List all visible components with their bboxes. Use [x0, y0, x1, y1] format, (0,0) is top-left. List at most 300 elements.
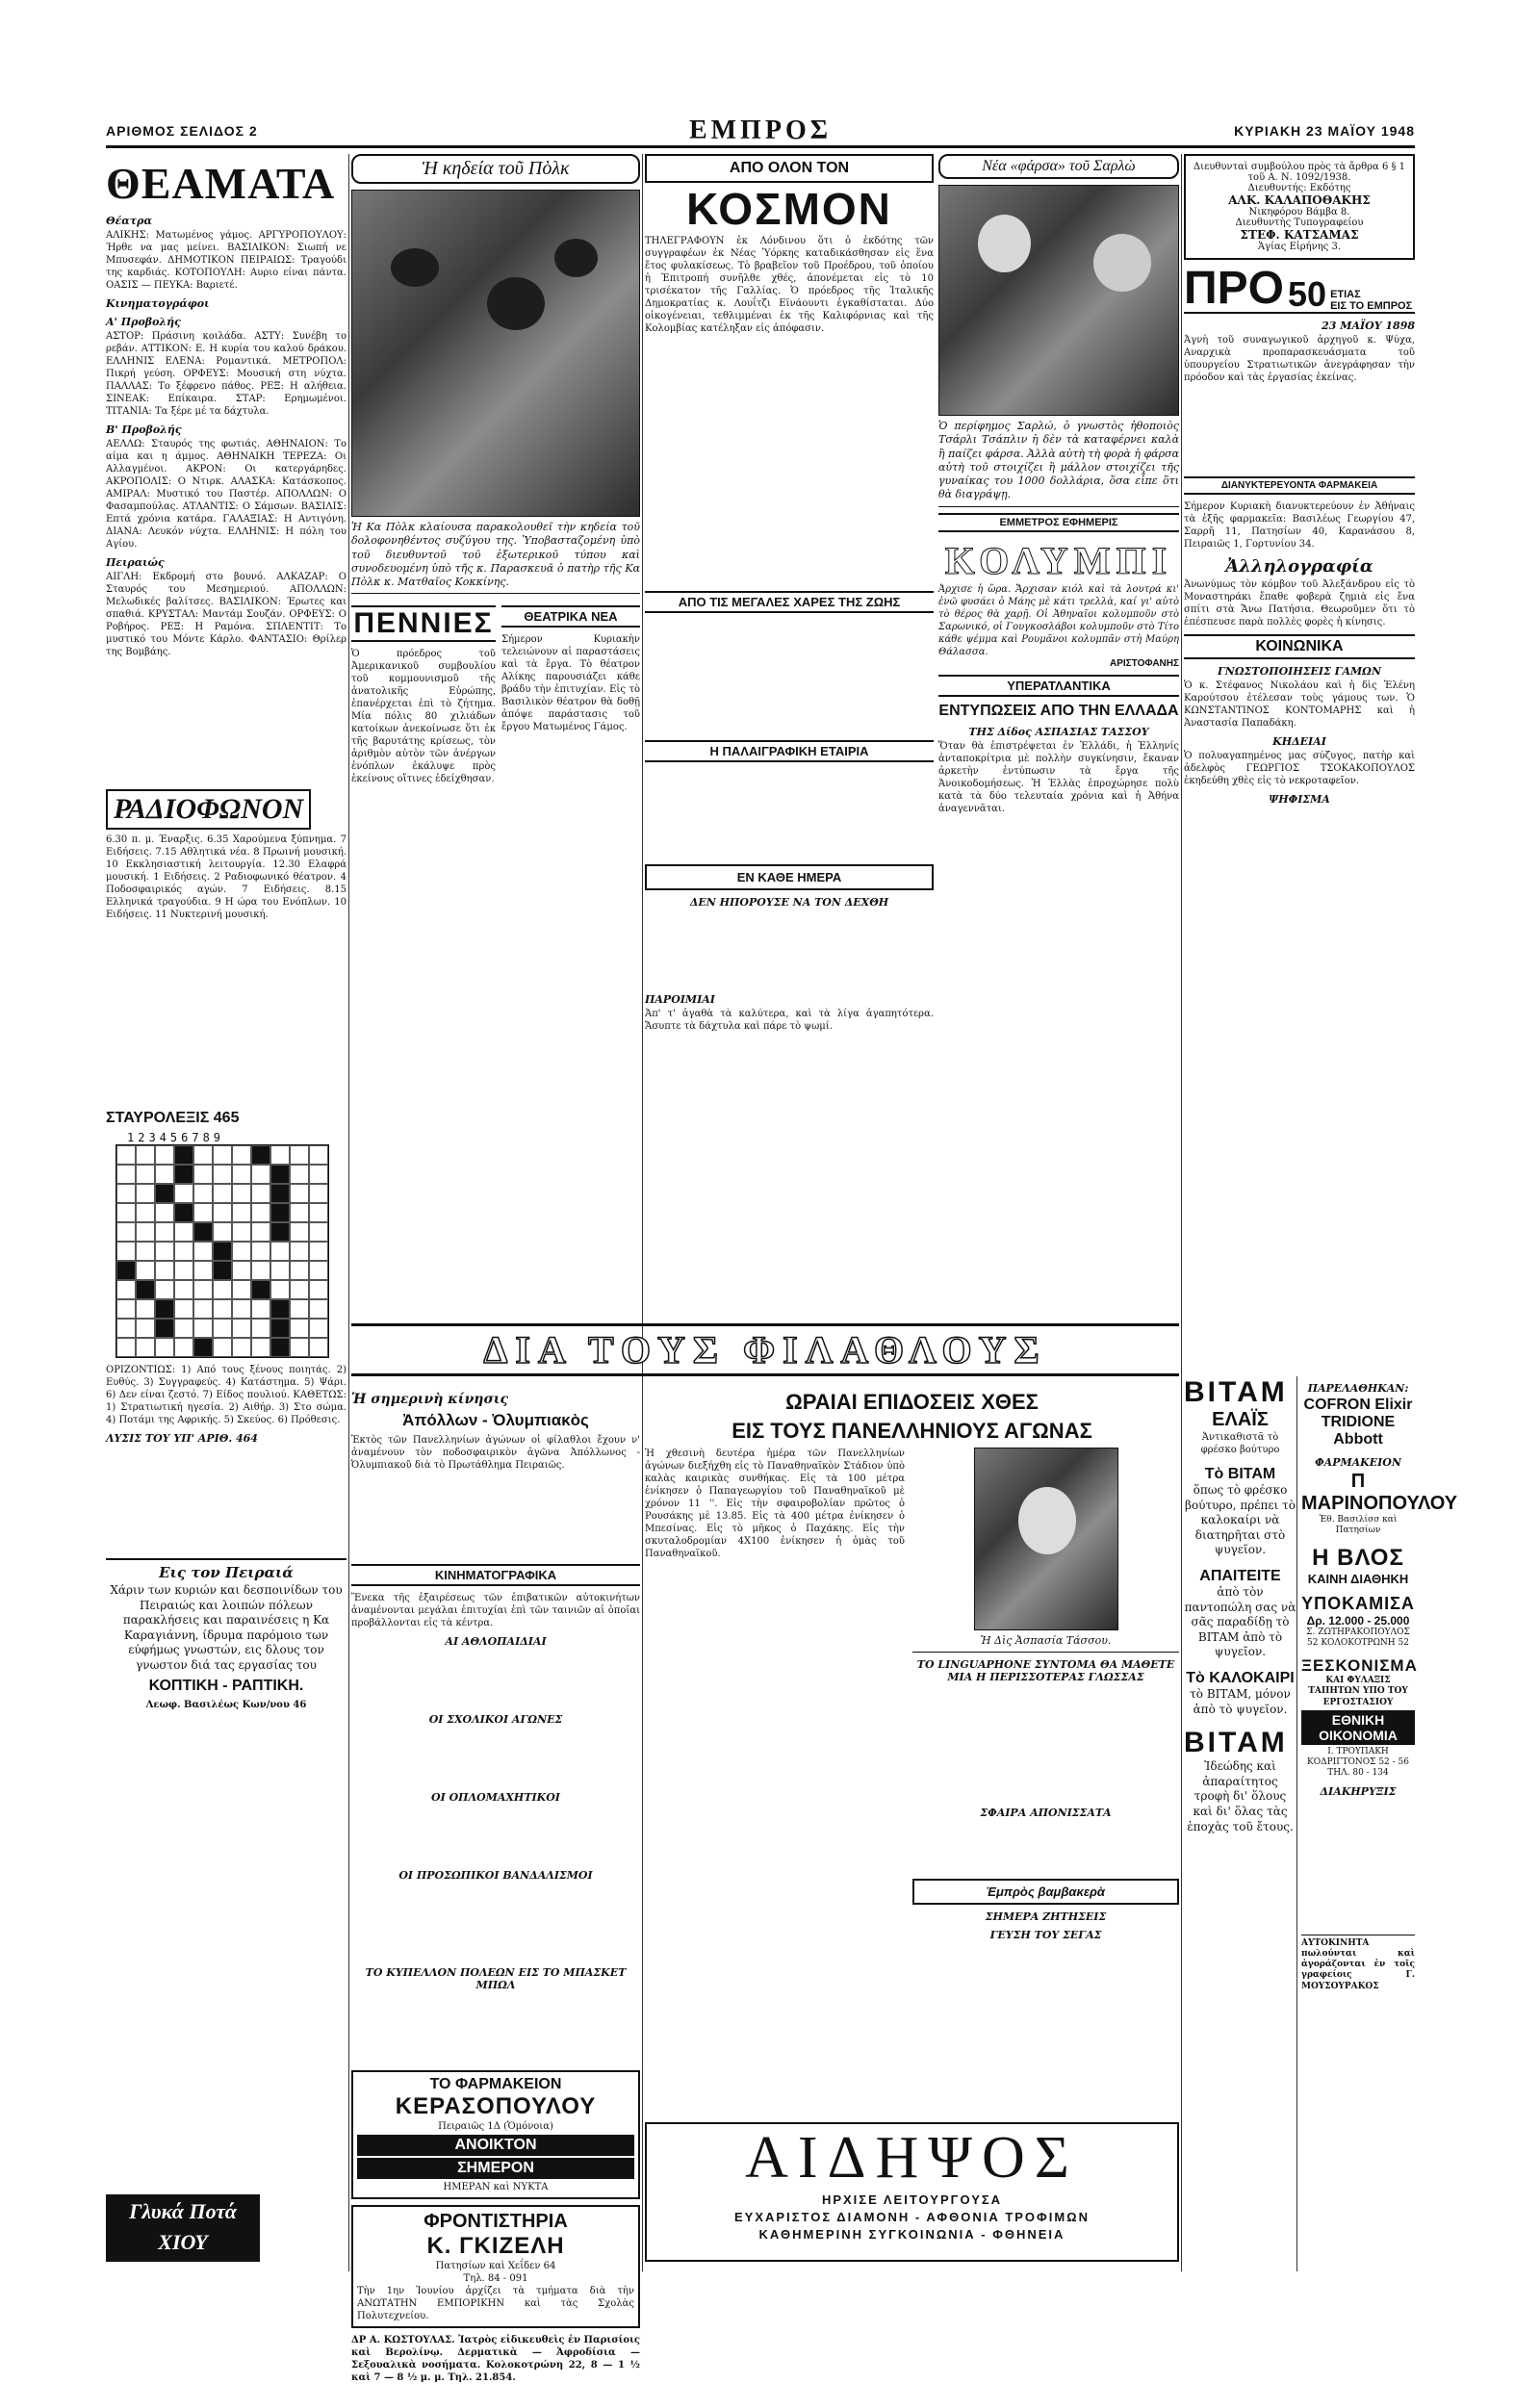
xioi-ad: Γλυκά Ποτά ΧΙΟΥ — [106, 2194, 260, 2262]
ethniki-address: Ι. ΤΡΟΥΠΑΚΗ ΚΟΔΡΙΓΤΟΝΟΣ 52 - 56 — [1307, 1746, 1409, 1767]
ypokamisa-address: 52 ΚΟΛΟΚΟΤΡΩΝΗ 52 — [1307, 1637, 1409, 1648]
cofron-label: ΠΑΡΕΛΑΘΗΚΑΝ: — [1307, 1382, 1409, 1395]
piraeus-text: ΑΙΓΛΗ: Εκδρομή στο βουνό. ΑΛΚΑΖΑΡ: Ο Σταυρός του Μεσημεριού. ΑΠΟΛΛΩΝ: Μελωδικές βαλίτσες. ΒΑΣΙΛΙΚΟΝ: Έρωτες και σπαθιά. ΚΡΥΣΤΑΛ: Μαντάμ Σουζάν. ΟΡΦΕΥΣ: Ο Ροβήρος. ΡΕΞ: Η Ραμόνα. ΣΠΛΕΝΤΙΤ: Το μυστικό του Μόντε Κάρλο. ΦΑΝΤΑΣΙΟ: Θρίλερ της Βομβάης. — [106, 572, 346, 657]
geysi-title: ΓΕΥΣΗ ΤΟΥ ΣΕΓΑΣ — [989, 1929, 1102, 1942]
piraeus-ad-address: Λεωφ. Βασιλέως Κων/νου 46 — [145, 1699, 307, 1710]
crossword-cell[interactable] — [213, 1319, 232, 1338]
crossword-cell[interactable] — [251, 1299, 270, 1319]
filler-text — [351, 1728, 640, 1785]
crossword-cell[interactable] — [193, 1261, 213, 1280]
koinonika-title: ΚΟΙΝΩΝΙΚΑ — [1184, 634, 1415, 659]
crossword-cell[interactable] — [309, 1165, 328, 1184]
entyposeis-text: Ὅταν θὰ ἐπιστρέψεται ἐν Ἑλλάδι, ἡ Ἑλληνίς ἀνταποκρίτρια μὲ πολλὴν συγκίνησιν, ἔκαναν ἀρκετὴν ἐντύπωσιν τὰ ἔργα τῆς Ἀνοικοδομήσεως. Ἡ Ἑλλὰς ἐπροχώρησε πολὺ κατὰ τὰ δύο τελευταία χρόνια καὶ ἡ Ἀθήνα ἀναγεννᾶται. — [938, 740, 1179, 814]
column-rule — [1181, 154, 1182, 2271]
filler-text — [645, 619, 934, 734]
crossword-cell[interactable] — [213, 1338, 232, 1357]
kolymbi-title: ΚΟΛΥΜΠΙ — [944, 538, 1173, 582]
filler-text — [351, 1650, 640, 1707]
crossword-cell[interactable] — [116, 1261, 136, 1280]
crossword-cell[interactable] — [116, 1203, 136, 1222]
crossword-cell[interactable] — [251, 1184, 270, 1203]
crossword-cell[interactable] — [213, 1145, 232, 1165]
tutor-address: Πατησίων καὶ Χεΐδεν 64 — [435, 2261, 556, 2271]
allilografia-text: Ἀνωνύμως τὸν κόμβον τοῦ Ἀλεξάνδρου εἰς τὸ Μοναστηράκι ἔπαθε φοβερὰ ζημιὰ εἰς ἔνα σπίτι στὰ Ἄνω Πατήσια. Θεωροῦμεν ὅτι τὸ ἐπέσπευσε παρὰ πολλὲς φορὲς ἡ κίνησις. — [1184, 579, 1415, 628]
filler-text — [912, 1821, 1179, 1879]
crossword-cell[interactable] — [290, 1165, 309, 1184]
newspaper-name: ΕΜΠΡΟΣ — [688, 115, 833, 145]
chaplin-title: Νέα «φάρσα» τοῦ Σαρλὼ — [938, 154, 1179, 179]
athlopaidia-title: ΑΙ ΑΘΛΟΠΑΙΔΙΑΙ — [445, 1635, 547, 1648]
crossword-cell[interactable] — [251, 1165, 270, 1184]
pennies-text: Ὁ πρόεδρος τοῦ Ἀμερικανικοῦ συμβουλίου τοῦ κομμουνισμοῦ τῆς ἀνατολικῆς Εὐρώπης, ἐπανέρχεται ἐπὶ τὸ ζήτημα. Μία πόλις 80 χιλιάδων κατοίκων ἀνεκοίνωσε ὅτι ἐκ τῆς βαρυτάτης κρίσεως, τὸν ἀριθμὸν αὐτὸν τῶν ἀνέργων ἐνόπλων ἐκάλυψε πρὸς ἐκείνους οἵτινες ἐδείχθησαν. — [351, 649, 496, 785]
crossword-cell[interactable] — [290, 1299, 309, 1319]
crossword-cell[interactable] — [309, 1280, 328, 1299]
editor-line: Διευθυνταὶ συμβούλου πρὸς τὰ ἄρθρα 6 § 1 τοῦ Α. Ν. 1092/1938. — [1193, 162, 1406, 183]
filler-text — [912, 1943, 1179, 2001]
crossword-cell[interactable] — [309, 1222, 328, 1242]
polk-funeral-photo — [351, 190, 640, 517]
pro-subtitle2: ΕΙΣ ΤΟ ΕΜΠΡΟΣ — [1330, 300, 1413, 312]
crossword-cell[interactable] — [290, 1261, 309, 1280]
issue-date: ΚΥΡΙΑΚΗ 23 ΜΑΪΟΥ 1948 — [1234, 123, 1415, 139]
filler-text — [1184, 384, 1415, 471]
crossword-cell[interactable] — [251, 1242, 270, 1261]
filler-text — [645, 335, 934, 585]
sports-banner — [351, 1323, 1179, 1376]
editor-line: Διευθυντὴς Τυπογραφείου — [1235, 218, 1364, 228]
crossword-cell[interactable] — [270, 1338, 290, 1357]
crossword-cell[interactable] — [309, 1184, 328, 1203]
pro-text: Ἀγνὴ τοῦ συναγωγικοῦ ἀρχηγοῦ κ. Ψύχα, Αναρχικὰ προπαρασκευάσματα τοῦ ὑπουργείου Στρατιωτικῶν ἀνεγράφησαν τὴν πρόοδον καὶ τὰς ἐργασίας ἐκείνας. — [1184, 335, 1415, 383]
pharmacy-open: ΑΝΟΙΚΤΟΝ — [357, 2135, 634, 2156]
crossword-cell[interactable] — [270, 1319, 290, 1338]
crossword-answer-label: ΛΥΣΙΣ ΤΟΥ ΥΠ' ΑΡΙΘ. 464 — [106, 1432, 258, 1445]
gamoi-text: Ὁ κ. Στέφανος Νικολάου καὶ ἡ δὶς Ἑλένη Καρούτσου ἐτέλεσαν τοὺς γάμους των. Ὁ ΚΩΝΣΤΑΝΤΙΝΟΣ ΚΟΝΤΟΜΑΡΗΣ καὶ ἡ Ἀναστασία Παπαδάκη. — [1184, 680, 1415, 729]
crossword-cell[interactable] — [116, 1242, 136, 1261]
results-head-2: ΕΙΣ ΤΟΥΣ ΠΑΝΕΛΛΗΝΙΟΥΣ ΑΓΩΝΑΣ — [732, 1419, 1092, 1443]
chaplin-photo — [938, 185, 1179, 416]
filler-text — [106, 921, 346, 1104]
vitam-line: ὅπως τὸ φρέσκο βούτυρο, πρέπει τὸ καλοκαίρι νὰ διατηρῆται στὸ ψυγεῖον. — [1185, 1483, 1296, 1557]
tutor-phone: Τηλ. 84 - 091 — [463, 2273, 528, 2284]
radio-text: 6.30 π. μ. Έναρξις. 6.35 Χαρούμενα ξύπνημα. 7 Ειδήσεις. 7.15 Αθλητικά νέα. 8 Πρωινή μουσική. 10 Εκκλησιαστική λειτουργία. 12.30 Ελαφρά μουσική. 1 Ειδήσεις. 2 Ραδιοφωνικό θέατρον. 4 Ποδοσφαιρικός αγών. 7 Ειδήσεις. 8.15 Ελληνικά τραγούδια. 9 Η ώρα του Ενόπλων. 10 Ειδήσεις. 11 Νυκτερινή μουσική. — [106, 834, 346, 920]
crossword-cell[interactable] — [136, 1319, 155, 1338]
vitam-line: τὸ ΒΙΤΑΜ, μόνον ἀπὸ τὸ ψυγεῖον. — [1190, 1686, 1291, 1716]
filler-text — [351, 1884, 640, 1961]
palaeography-title: Η ΠΑΛΑΙΓΡΑΦΙΚΗ ΕΤΑΙΡΙΑ — [645, 740, 934, 762]
crossword-numbers: 123456789 — [127, 1131, 225, 1144]
vitam-title: ΒΙΤΑΜ — [1184, 1727, 1288, 1759]
filler-text — [501, 733, 640, 1147]
filler-text — [351, 1806, 640, 1863]
aidipsos-line: ΚΑΘΗΜΕΡΙΝΗ ΣΥΓΚΟΙΝΩΝΙΑ - ΦΘΗΝΕΙΑ — [758, 2227, 1065, 2242]
aidipsos-ad — [645, 2122, 1179, 2262]
crossword-cell[interactable] — [270, 1280, 290, 1299]
pharmacies-title: ΔΙΑΝΥΚΤΕΡΕΥΟΝΤΑ ΦΑΡΜΑΚΕΙΑ — [1184, 476, 1415, 495]
basket-title: ΤΟ ΚΥΠΕΛΛΟΝ ΠΟΛΕΩΝ ΕΙΣ ΤΟ ΜΠΑΣΚΕΤ ΜΠΩΛ — [365, 1966, 627, 1991]
crossword-cell[interactable] — [270, 1242, 290, 1261]
crossword-cell[interactable] — [116, 1184, 136, 1203]
editor-line: Νικηφόρου Βάμβα 8. — [1248, 207, 1350, 218]
crossword-cell[interactable] — [116, 1145, 136, 1165]
xesk-subtitle: ΚΑΙ ΦΥΛΑΞΙΣ ΤΑΠΗΤΩΝ ΥΠΟ ΤΟΥ ΕΡΓΟΣΤΑΣΙΟΥ — [1308, 1676, 1408, 1707]
diakirixis-title: ΔΙΑΚΗΡΥΞΙΣ — [1320, 1784, 1397, 1798]
crossword-cell[interactable] — [290, 1242, 309, 1261]
crossword-cell[interactable] — [270, 1261, 290, 1280]
pro-title: ΠΡΟ — [1184, 263, 1285, 314]
crossword-cell[interactable] — [155, 1261, 174, 1280]
radio-title: ΡΑΔΙΟΦΩΝΟΝ — [106, 789, 311, 830]
filler-text — [106, 1447, 346, 1552]
apo-olon-title: ΑΠΟ ΟΛΟΝ ΤΟΝ — [645, 154, 934, 183]
crossword-cell[interactable] — [193, 1242, 213, 1261]
xesk-title: ΞΕΣΚΟΝΙΣΜΑ — [1301, 1656, 1418, 1675]
right-ads — [1301, 1376, 1458, 2271]
crossword-cell[interactable] — [155, 1145, 174, 1165]
crossword-cell[interactable] — [193, 1299, 213, 1319]
pennies-title: ΠΕΝΝΙΕΣ — [351, 605, 496, 642]
zitisis-title: ΣΗΜΕΡΑ ΖΗΤΗΣΕΙΣ — [985, 1910, 1107, 1924]
crossword-cell[interactable] — [232, 1222, 251, 1242]
crossword-cell[interactable] — [174, 1242, 193, 1261]
filler-text — [351, 1472, 640, 1558]
cinemas-text: ΑΣΤΟΡ: Πράσινη κοιλάδα. ΑΣΤΥ: Συνέβη το ρεβάν. ΑΤΤΙΚΟΝ: Ε. Η κυρία του καλού δράκου. ΕΛΛΗΝΙΣ ΕΛΕΝΑ: Ρομαντικά. ΜΕΤΡΟΠΟΛ: Πικρή γεύση. ΟΡΦΕΥΣ: Μουσική στη νύχτα. ΠΑΛΛΑΣ: Το ξέφρενο πάθος. ΡΕΞ: Η αλήθεια. ΣΙΝΕΑΚ: Επίκαιρα. ΣΤΑΡ: Ερημωμένοι. ΤΙΤΑΝΙΑ: Τα ξέρε μέ τα δάχτυλα. — [106, 331, 346, 417]
crossword-cell[interactable] — [116, 1319, 136, 1338]
entyposeis-byline: ΤΗΣ Δίδος ΑΣΠΑΣΙΑΣ ΤΑΣΣΟΥ — [968, 725, 1149, 738]
crossword-cell[interactable] — [155, 1338, 174, 1357]
filler-text — [1301, 1800, 1415, 1935]
kinisi-title: Ἡ σημερινὴ κίνησις — [351, 1392, 509, 1407]
crossword-cell[interactable] — [251, 1203, 270, 1222]
crossword-cell[interactable] — [270, 1145, 290, 1165]
column-theatres — [106, 154, 346, 2271]
crossword-cell[interactable] — [136, 1299, 155, 1319]
crossword-cell[interactable] — [232, 1145, 251, 1165]
cofron-ad: COFRON Elixir TRIDIONE Abbott — [1303, 1397, 1413, 1448]
world-news-text: ΤΗΛΕΓΡΑΦΟΥΝ ἐκ Λόνδινου ὅτι ὁ ἐκδότης τῶν συγγραφέων ἐκ Νέας Ὑόρκης καταδικάσθησαν εἰς ἕνα ἔτος φυλακίσεως. Τὸ βραβεῖον τοῦ Προέδρου, τοῦ ὁποίου ἡ Ἐπιτροπή συνῆλθε χθές, ἀπονέμεται εἰς τὸ 10 τρισέκατον τῆς Γαλλίας. Ὁ πρόεδρος τῆς Ἰταλικῆς Δημοκρατίας κ. Λουΐτζι Εϊνάουντι ἐγκαθίσταται. Δύο οἰκογένειαι, τεθλιμμέναι ἐκ τῆς Καλιφόρνιας καὶ τῆς Κολομβίας κατέληξαν εἰς ἀπόφασιν. — [645, 236, 934, 334]
aidipsos-title: ΑΙΔΗΨΟΣ — [745, 2125, 1079, 2191]
column-rule — [348, 154, 349, 2271]
crossword-cell[interactable] — [174, 1222, 193, 1242]
tutor-name: Κ. ΓΚΙΖΕΛΗ — [426, 2233, 565, 2259]
crossword-cell[interactable] — [155, 1319, 174, 1338]
piraeus-ad-text: Χάριν των κυριών και δεσποινίδων του Πειραιώς και λοιπών πόλεων παρακλήσεις και παραινέσεις η Κα Καραγιάννη, ίδρυμα παρόμοιο των εύφήμως γνωστών, εις δλους τον γνωστον διά τας εργασίας του — [110, 1583, 343, 1672]
crossword-cell[interactable] — [290, 1319, 309, 1338]
crossword-cell[interactable] — [213, 1261, 232, 1280]
pro-subtitle: ΕΤΙΑΣ — [1330, 289, 1361, 300]
crossword-cell[interactable] — [193, 1165, 213, 1184]
daily-title: ΕΝ ΚΑΘΕ ΗΜΕΡΑ — [645, 864, 934, 890]
entyposeis-title: ΕΝΤΥΠΩΣΕΙΣ ΑΠΟ ΤΗΝ ΕΛΛΑΔΑ — [938, 702, 1179, 719]
pharmacy-address: Πειραιῶς 1Δ (Ὁμόνοια) — [438, 2121, 553, 2132]
crossword-cell[interactable] — [116, 1299, 136, 1319]
sports-left — [351, 1386, 640, 2383]
kolymbi-signature: ΑΡΙΣΤΟΦΑΝΗΣ — [1110, 657, 1179, 669]
crossword-cell[interactable] — [213, 1299, 232, 1319]
vitam-title: ΒΙΤΑΜ — [1184, 1376, 1288, 1408]
crossword-cell[interactable] — [116, 1280, 136, 1299]
pharmacy-hours: ΗΜΕΡΑΝ καὶ ΝΥΚΤΑ — [443, 2182, 549, 2192]
crossword-cell[interactable] — [193, 1280, 213, 1299]
kinim-title: ΚΙΝΗΜΑΤΟΓΡΑΦΙΚΑ — [351, 1564, 640, 1586]
crossword-cell[interactable] — [155, 1203, 174, 1222]
oplom-title: ΟΙ ΟΠΛΟΜΑΧΗΤΙΚΟΙ — [431, 1791, 560, 1804]
crossword-cell[interactable] — [270, 1184, 290, 1203]
piraeus-ad-title: Εις τον Πειραιά — [106, 1558, 346, 1581]
crossword-cell[interactable] — [290, 1222, 309, 1242]
crossword-cell[interactable] — [136, 1280, 155, 1299]
crossword-cell[interactable] — [193, 1319, 213, 1338]
proverbs-text: Ἀπ' τ' ἀγαθὰ τὰ καλύτερα, καὶ τὰ λίγα ἀγαπητότερα. Ἄσυπτε τὰ δάχτυλα καὶ πάρε τὸ ψωμί. — [645, 1009, 934, 1032]
tutor-text: Τὴν 1ην Ἰουνίου ἀρχίζει τὰ τμήματα διὰ τὴν ΑΝΩΤΑΤΗΝ ΕΜΠΟΡΙΚΗΝ καὶ τὰς Σχολὰς Πολυτεχνείου. — [357, 2286, 634, 2321]
results-head-1: ΩΡΑΙΑΙ ΕΠΙΔΟΣΕΙΣ ΧΘΕΣ — [785, 1390, 1039, 1414]
ypokamisa-title: ΥΠΟΚΑΜΙΣΑ — [1301, 1593, 1415, 1613]
aspasia-photo — [974, 1448, 1118, 1630]
cinema-first-run: Α' Προβολής — [106, 316, 181, 328]
pharmacy-today: ΣΗΜΕΡΟΝ — [357, 2158, 634, 2179]
crossword-cell[interactable] — [174, 1338, 193, 1357]
crossword-cell[interactable] — [136, 1261, 155, 1280]
page-number: ΑΡΙΘΜΟΣ ΣΕΛΙΔΟΣ 2 — [106, 123, 258, 139]
crossword-cell[interactable] — [270, 1299, 290, 1319]
crossword-cell[interactable] — [155, 1299, 174, 1319]
marinopoulou: Π ΜΑΡΙΝΟΠΟΥΛΟΥ — [1301, 1471, 1458, 1514]
crossword-cell[interactable] — [174, 1299, 193, 1319]
crossword-cell[interactable] — [213, 1222, 232, 1242]
ethniki-title: ΕΘΝΙΚΗ ΟΙΚΟΝΟΜΙΑ — [1301, 1710, 1415, 1745]
crossword-cell[interactable] — [193, 1184, 213, 1203]
marino-address: Ἐθ. Βασιλίσσ καὶ Πατησίων — [1319, 1515, 1398, 1536]
crossword-cell[interactable] — [174, 1280, 193, 1299]
gafe-ad: Ἐμπρὸς βαμβακερὰ — [912, 1879, 1179, 1905]
crossword-cell[interactable] — [270, 1222, 290, 1242]
crossword-cell[interactable] — [270, 1165, 290, 1184]
vlos-subtitle: ΚΑΙΝΗ ΔΙΑΘΗΚΗ — [1307, 1571, 1409, 1586]
theatres-label: Θέατρα — [106, 215, 152, 227]
crossword-cell[interactable] — [251, 1222, 270, 1242]
crossword-cell[interactable] — [251, 1145, 270, 1165]
cinemas-label: Κινηματογράφοι — [106, 297, 210, 310]
vlos-title: Η ΒΛΟΣ — [1312, 1544, 1404, 1571]
doctor-ad: ΔΡ Α. ΚΩΣΤΟΥΛΑΣ. Ἰατρὸς εἰδικευθεὶς ἐν Παρισίοις καὶ Βερολίνῳ. Δερματικὰ — Ἀφροδίσια — Σεξουαλικὰ νοσήματα. Κολοκοτρώνη 22, 8 — 1 ½ καὶ 7 — 8 ½ μ. μ. Τηλ. 21.854. — [351, 2335, 640, 2383]
footer-note: ΑΥΤΟΚΙΝΗΤΑ πωλούνται καὶ ἀγοράζονται ἐν τοῖς γραφείοις Γ. ΜΟΥΣΟΥΡΑΚΟΣ — [1301, 1935, 1415, 1992]
crossword-cell[interactable] — [174, 1203, 193, 1222]
crossword-cell[interactable] — [116, 1338, 136, 1357]
cinemas-b-text: ΑΕΛΛΩ: Σταυρός της φωτιάς. ΑΘΗΝΑΙΟΝ: Το αίμα και η άμμος. ΑΘΗΝΑΙΚΗ ΤΕΡΕΖΑ: Οι Αλλαγμένοι. ΑΚΡΟΝ: Οι κατεργάρηδες. ΑΚΡΟΠΟΛΙΣ: Ο Ντιρκ. ΑΛΑΣΚΑ: Κατάσκοπος. ΑΜΙΡΑΛ: Μυστικό του Παστέρ. ΑΠΟΛΛΩΝ: Ο Φασαμπούλας. ΑΤΛΑΝΤΙΣ: Ο Σάμσων. ΒΑΣΙΛΙΣ: Επτά χρόνια κατάρα. ΓΑΛΑΞΙΑΣ: Η Αντιγόνη. ΔΙΑΝΑ: Λευκόν νύχτα. ΕΛΛΗΝΙΣ: Η πόλη του Αγίου. — [106, 439, 346, 550]
crossword-cell[interactable] — [174, 1319, 193, 1338]
crossword-cell[interactable] — [174, 1165, 193, 1184]
crossword-cell[interactable] — [116, 1222, 136, 1242]
filler-text — [645, 768, 934, 864]
crossword-title: ΣΤΑΥΡΟΛΕΞΙΣ 465 — [106, 1110, 240, 1126]
kolymbi-poem: Ἀρχισε ἡ ὥρα. Ἄρχισαν κιόλ καὶ τὰ λουτρά κι' ἐνῶ φυσάει ὁ Μάης μὲ κάτι τρελλὰ, καί γι' αὐτὸ τὸ θέρος θὰ χαρῇ. Οἱ Ἀθηναῖοι κολυμποῦν στὸ Σαρωνικό, οἱ Γουγκοσλάβοι κολυμποῦν στὸ Τίτο κάθε ψέμμα καὶ Ρουμᾶνοι κολυμπᾶν στὴ Μαύρη Θάλασσα. — [938, 583, 1179, 657]
column-rule — [642, 154, 643, 2271]
crossword-cell[interactable] — [309, 1299, 328, 1319]
filler-text — [938, 815, 1179, 892]
marino-label: ΦΑΡΜΑΚΕΙΟΝ — [1315, 1456, 1401, 1469]
theatrika-text: Σήμερον Κυριακὴν τελειώνουν αἱ παραστάσεις καὶ τὰ ἔργα. Τὸ θέατρον Αλίκης παρουσιάζει κάθε βράδυ τὴν ἐπιτυχίαν. Εἰς τὸ Βασιλικὸν θέατρον θὰ δοθῇ ἀπόψε παράστασις τοῦ ἔργου Ματωμένος Γάμος. — [501, 634, 640, 733]
kedeiai-text: Ὁ πολυαγαπημένος μας σύζυγος, πατὴρ καὶ ἀδελφὸς ΓΕΩΡΓΙΟΣ ΤΣΟΚΑΚΟΠΟΥΛΟΣ ἐκηδεύθη χθὲς εἰς τὸ νεκροταφεῖον. — [1184, 751, 1415, 786]
crossword-cell[interactable] — [136, 1222, 155, 1242]
crossword-cell[interactable] — [155, 1242, 174, 1261]
crossword-cell[interactable] — [290, 1280, 309, 1299]
pharmacy-title: ΤΟ ΦΑΡΜΑΚΕΙΟΝ — [429, 2076, 562, 2092]
crossword-cell[interactable] — [136, 1203, 155, 1222]
tutor-ad — [351, 2205, 640, 2328]
crossword-cell[interactable] — [290, 1145, 309, 1165]
pharmacy-ad — [351, 2070, 640, 2199]
chaplin-caption: Ὁ περίφημος Σαρλώ, ὁ γνωστὸς ἠθοποιὸς Τσάρλι Τσάπλιν ἡ δὲν τὰ καταφέρνει καλὰ ἢ παίζει φάρσα. Ἀλλὰ αὐτὴ τὴ φορὰ ἡ φάρσα αὐτὴ τοῦ στοιχίζει ἢ μάλλον στοιχίζει τῆς γυναίκας του 1000 δολλάρια, ὅσα εἶπε ὅτι θὰ διαγράψῃ. — [938, 416, 1179, 507]
editor-box — [1184, 154, 1415, 260]
crossword-cell[interactable] — [174, 1261, 193, 1280]
gamoi-title: ΓΝΩΣΤΟΠΟΙΗΣΕΙΣ ΓΑΜΩΝ — [1218, 665, 1381, 678]
kinim-text: Ἕνεκα τῆς ἐξαιρέσεως τῶν ἐπιβατικῶν αὐτοκινήτων ἀναμένονται μεγάλαι ἐπιτυχίαι ἐπὶ τῶν ταινιῶν αἱ ὁποῖαι προβάλλονται εἰς τὰ κέντρα. — [351, 1593, 640, 1628]
filler-text — [351, 1993, 640, 2051]
pharmacy-name: ΚΕΡΑΣΟΠΟΥΛΟΥ — [395, 2093, 597, 2119]
pro-date: 23 ΜΑΪΟΥ 1898 — [1322, 320, 1415, 332]
column-chaplin — [938, 154, 1179, 1290]
crossword-cell[interactable] — [193, 1222, 213, 1242]
results-text: Ἡ χθεσινὴ δευτέρα ἡμέρα τῶν Πανελληνίων ἀγώνων διεξήχθη εἰς τὸ Παναθηναϊκὸν Στάδιον ὑπὸ καλὰς καιρικὰς συνθήκας. Εἰς τὰ 100 μέτρα ἐνίκησεν ὁ Παπαγεωργίου τοῦ Παναθηναϊκοῦ μὲ χρόνον 11 ''. Εἰς τὴν σφαιροβολίαν πρῶτος ὁ Ρουσάκης μὲ 13.85. Εἰς τὰ 400 μέτρα ἐνίκησεν ὁ Μπεσίνας. Εἰς τὸ μῆκος ὁ Παχάκης. Εἰς τὴν σκυταλοδρομίαν 4Χ100 ἐνίκησεν ἡ ὁμὰς τοῦ Παναθηναϊκοῦ. — [645, 1448, 905, 1559]
vitam-line: Τὸ ΒΙΤΑΜ — [1204, 1466, 1276, 1482]
filler-text — [106, 658, 346, 783]
aidipsos-line: ΗΡΧΙΣΕ ΛΕΙΤΟΥΡΓΟΥΣΑ — [821, 2192, 1003, 2207]
vitam-line: ἀπὸ τὸν παντοπώλη σας νὰ σᾶς παραδίδῃ τὸ ΒΙΤΑΜ ἀπὸ τὸ ψυγεῖον. — [1184, 1584, 1296, 1659]
editor-line: Διευθυντής: Εκδότης — [1247, 183, 1351, 193]
crossword-cell[interactable] — [232, 1338, 251, 1357]
vandal-title: ΟΙ ΠΡΟΣΩΠΙΚΟΙ ΒΑΝΔΑΛΙΣΜΟΙ — [398, 1869, 593, 1882]
filler-text — [1184, 807, 1415, 904]
crossword-cell[interactable] — [136, 1165, 155, 1184]
crossword-cell[interactable] — [309, 1338, 328, 1357]
filler-text — [351, 785, 496, 1151]
crossword-cell[interactable] — [232, 1280, 251, 1299]
filler-text — [645, 1560, 905, 1984]
crossword-cell[interactable] — [251, 1338, 270, 1357]
crossword-cell[interactable] — [155, 1165, 174, 1184]
polk-title: Ἡ κηδεία τοῦ Πὸλκ — [351, 154, 640, 184]
crossword-cell[interactable] — [232, 1319, 251, 1338]
school-title: ΟΙ ΣΧΟΛΙΚΟΙ ΑΓΩΝΕΣ — [428, 1713, 563, 1726]
ephemeris-label: ΕΜΜΕΤΡΟΣ ΕΦΗΜΕΡΙΣ — [938, 513, 1179, 532]
crossword-cell[interactable] — [136, 1338, 155, 1357]
crossword-cell[interactable] — [136, 1242, 155, 1261]
vitam-line: Ἰδεώδης καὶ ἀπαραίτητος τροφὴ δι' ὅλους καὶ δι' ὅλας τὰς ἐποχὰς τοῦ ἔτους. — [1187, 1759, 1294, 1833]
crossword-cell[interactable] — [155, 1222, 174, 1242]
crossword-cell[interactable] — [232, 1203, 251, 1222]
vitam-line: ΑΠΑΙΤΕΙΤΕ — [1199, 1567, 1281, 1584]
crossword-cell[interactable] — [309, 1261, 328, 1280]
ethniki-phone: ΤΗΛ. 80 - 134 — [1327, 1768, 1389, 1779]
hyperatlantika-title: ΥΠΕΡΑΤΛΑΝΤΙΚΑ — [938, 675, 1179, 697]
crossword-cell[interactable] — [213, 1242, 232, 1261]
crossword-cell[interactable] — [136, 1145, 155, 1165]
crossword-cell[interactable] — [251, 1261, 270, 1280]
crossword-grid[interactable] — [116, 1144, 329, 1358]
crossword-cell[interactable] — [155, 1280, 174, 1299]
crossword-cell[interactable] — [174, 1145, 193, 1165]
crossword-cell[interactable] — [136, 1184, 155, 1203]
crossword-cell[interactable] — [232, 1299, 251, 1319]
editor-line: ΑΛΚ. ΚΑΛΑΠΟΘΑΚΗΣ — [1228, 193, 1371, 207]
lingua-title: ΤΟ LINGUAPHONE ΣΥΝΤΟΜΑ ΘΑ ΜΑΘΕΤΕ ΜΙΑ Η ΠΕΡΙΣΣΟΤΕΡΑΣ ΓΛΩΣΣΑΣ — [916, 1658, 1175, 1684]
sports-banner-title: ΔΙΑ ΤΟΥΣ ΦΙΛΑΘΛΟΥΣ — [483, 1328, 1047, 1371]
filler-text — [912, 1685, 1179, 1801]
crossword-clues: ΟΡΙΖΟΝΤΙΩΣ: 1) Από τους ξένους ποιητάς. 2) Ευθύς. 3) Συγγραφεύς. 4) Κατάστημα. 5) Ψάρι. 6) Δεν είναι ζεστό. 7) Είδος πουλιού. ΚΑΘΕΤΩΣ: 1) Στρατιωτική ηγεσία. 2) Αιθήρ. 3) Στο σώμα. 4) Ποτάμι της Αφρικής. 5) Σκεύος. 6) Πρόθεσις. — [106, 1365, 346, 1425]
section-title-theamata: ΘΕΑΜΑΤΑ — [106, 159, 336, 208]
vitam-line: Ἀντικαθιστᾶ τὸ φρέσκο βούτυρο — [1200, 1432, 1280, 1455]
theatrika-title: ΘΕΑΤΡΙΚΑ ΝΕΑ — [501, 605, 640, 628]
aspasia-caption: Ἡ Δὶς Ἀσπασία Τάσσου. — [912, 1630, 1179, 1653]
crossword-cell[interactable] — [213, 1165, 232, 1184]
crossword-cell[interactable] — [232, 1165, 251, 1184]
match-text: Ἐκτὸς τῶν Πανελληνίων ἀγώνων οἱ φίλαθλοι ἔχουν ν' ἀναμένουν τὸν ποδοσφαιρικὸν ἀγῶνα Ἀπόλλωνος - Ὀλυμπιακοῦ διὰ τὸ Πρωτάθλημα Πειραιῶς. — [351, 1435, 640, 1471]
crossword-cell[interactable] — [290, 1338, 309, 1357]
crossword-cell[interactable] — [213, 1184, 232, 1203]
crossword-cell[interactable] — [251, 1319, 270, 1338]
tutor-title: ΦΡΟΝΤΙΣΤΗΡΙΑ — [424, 2211, 568, 2232]
crossword-cell[interactable] — [213, 1203, 232, 1222]
crossword-cell[interactable] — [174, 1184, 193, 1203]
polk-photo-caption: Ἡ Κα Πὸλκ κλαίουσα παρακολουθεῖ τὴν κηδεία τοῦ δολοφονηθέντος συζύγου της. Ὑποβασταζομένη ὑπὸ τοῦ διευθυντοῦ τοῦ ἐξωτερικοῦ τύπου καὶ συνοδευομένη ὑπὸ τῆς κ. Παρασκευᾶ ὁ πατὴρ τῆς Κα Πὸλκ κ. Ματθαῖος Κοκκίνης. — [351, 517, 640, 594]
crossword-cell[interactable] — [309, 1319, 328, 1338]
allilografia-title: Ἀλληλογραφία — [1225, 556, 1373, 577]
crossword-cell[interactable] — [290, 1184, 309, 1203]
theatres-text: ΑΛΙΚΗΣ: Ματωμένος γάμος. ΑΡΓΥΡΟΠΟΥΛΟΥ: Ήρθε να μας μείνει. ΒΑΣΙΛΙΚΟΝ: Σιωπή νε Μπυσεφάν. ΔΗΜΟΤΙΚΟΝ ΠΕΙΡΑΙΩΣ: Τραγούδι της καρδιάς. ΚΟΤΟΠΟΥΛΗ: Αυριο είναι πάντα. ΟΑΣΙΣ — ΠΕΥΚΑ: Βαριετέ. — [106, 230, 346, 291]
masthead — [106, 114, 1415, 148]
crossword-cell[interactable] — [116, 1165, 136, 1184]
filler-text — [645, 910, 934, 987]
crossword-cell[interactable] — [309, 1145, 328, 1165]
piraeus-ad-bold: ΚΟΠΤΙΚΗ - ΡΑΠΤΙΚΗ. — [148, 1677, 304, 1694]
psifisma-title: ΨΗΦΙΣΜΑ — [1269, 793, 1330, 806]
vitam-line: Τὸ ΚΑΛΟΚΑΙΡΙ — [1186, 1669, 1295, 1686]
editor-line: ΣΤΕΦ. ΚΑΤΣΑΜΑΣ — [1240, 228, 1359, 242]
crossword-cell[interactable] — [251, 1280, 270, 1299]
kosmon-title: ΚΟΣΜΟΝ — [686, 184, 892, 234]
kedeiai-title: ΚΗΔΕΙΑΙ — [1272, 735, 1326, 748]
ypokamisa-price: Δρ. 12.000 - 25.000 — [1306, 1613, 1410, 1628]
aidipsos-line: ΕΥΧΑΡΙΣΤΟΣ ΔΙΑΜΟΝΗ - ΑΦΘΟΝΙΑ ΤΡΟΦΙΜΩΝ — [734, 2210, 1090, 2224]
pharmacies-text: Σήμερον Κυριακὴ διανυκτερεύουν ἐν Ἀθήναις τὰ ἑξῆς φαρμακεῖα: Βασιλέως Γεωργίου 47, Σαρρῆ 11, Πατησίων 40, Καρανάσου 8, Πειραιῶς 1, Γορτυνίου 34. — [1184, 501, 1415, 550]
crossword-cell[interactable] — [270, 1203, 290, 1222]
sfaira-title: ΣΦΑΙΡΑ ΑΠΟΝΙΣΣΑΤΑ — [980, 1807, 1112, 1820]
pro-number: 50 — [1288, 274, 1327, 314]
crossword-cell[interactable] — [193, 1338, 213, 1357]
crossword-cell[interactable] — [232, 1242, 251, 1261]
crossword-cell[interactable] — [193, 1203, 213, 1222]
cinema-second-run: Β' Προβολής — [106, 423, 182, 436]
crossword-cell[interactable] — [232, 1184, 251, 1203]
ypokamisa-name: Σ. ΖΩΤΗΡΑΚΟΠΟΥΛΟΣ — [1306, 1627, 1410, 1637]
piraeus-label: Πειραιώς — [106, 556, 165, 569]
crossword-cell[interactable] — [213, 1280, 232, 1299]
match-title: Ἀπόλλων - Ὀλυμπιακὸς — [402, 1411, 589, 1429]
sports-right — [645, 1386, 1179, 2117]
column-world — [645, 154, 934, 1290]
vitam-ad — [1184, 1376, 1297, 2271]
crossword-cell[interactable] — [232, 1261, 251, 1280]
crossword-cell[interactable] — [309, 1203, 328, 1222]
proverbs-title: ΠΑΡΟΙΜΙΑΙ — [645, 993, 715, 1006]
apo-rogues-title: ΑΠΟ ΤΙΣ ΜΕΓΑΛΕΣ ΧΑΡΕΣ ΤΗΣ ΖΩΗΣ — [645, 591, 934, 613]
crossword-cell[interactable] — [193, 1145, 213, 1165]
crossword-cell[interactable] — [309, 1242, 328, 1261]
crossword-cell[interactable] — [155, 1184, 174, 1203]
vitam-line: ΕΛΑΪΣ — [1212, 1409, 1269, 1430]
crossword-cell[interactable] — [290, 1203, 309, 1222]
editor-line: Ἁγίας Εἰρήνης 3. — [1257, 242, 1342, 252]
